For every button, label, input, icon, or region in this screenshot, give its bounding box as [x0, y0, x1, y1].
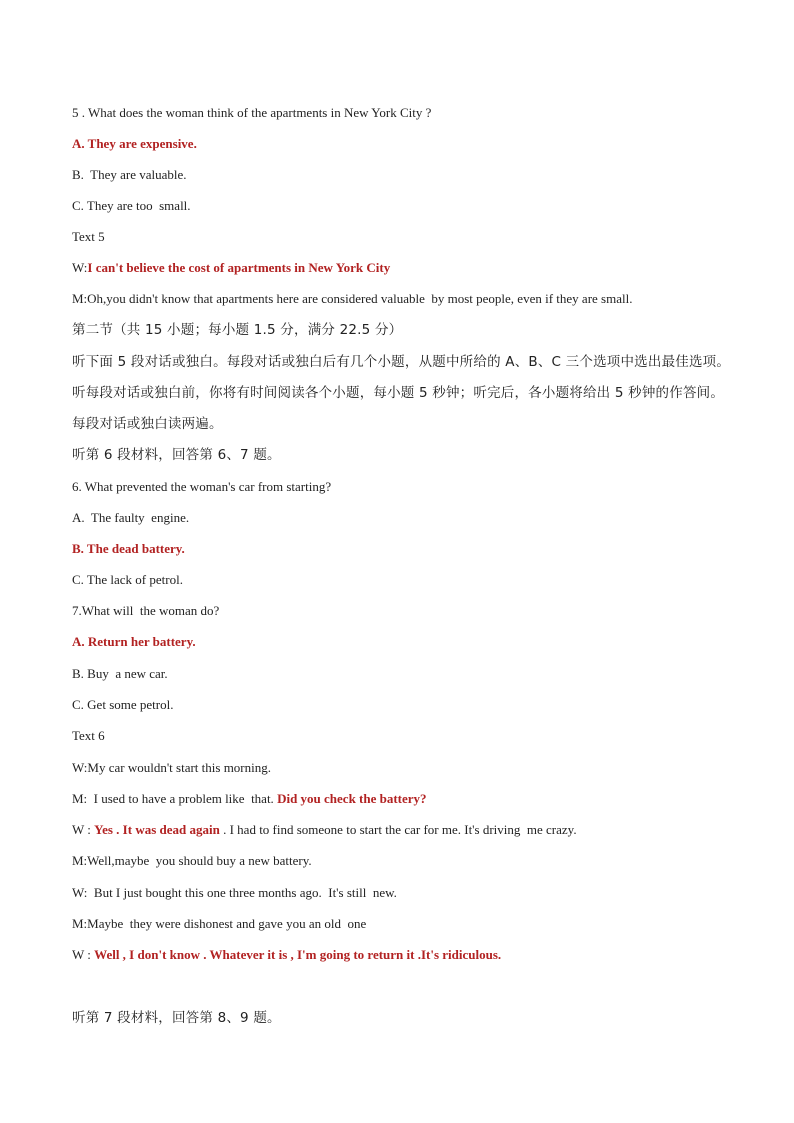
text6-line-7 [72, 947, 501, 963]
q6-option-a: A. The faulty engine. [72, 510, 190, 525]
highlighted-answer-text: I can't believe the cost of apartments in New York City [87, 260, 391, 275]
q5-option-c: C. They are too small. [72, 198, 191, 213]
text5-man-line: M:Oh,you didn't know that apartments here are considered valuable by most people, even if they are small. [72, 291, 633, 306]
text6-line-4: M:Well,maybe you should buy a new battery. [72, 853, 312, 868]
material-6-heading: 听第 6 段材料，回答第 6、7 题。 [72, 447, 281, 463]
q6-option-b-answer: B. The dead battery. [72, 541, 185, 556]
speaker-label: W: [72, 260, 88, 275]
text6-line-2 [72, 791, 427, 807]
instruction-line-3: 每段对话或独白读两遍。 [72, 416, 223, 432]
text6-title: Text 6 [72, 728, 105, 743]
speaker-label: W : [72, 947, 95, 962]
text5-title: Text 5 [72, 229, 105, 244]
q7-option-a-answer: A. Return her battery. [72, 634, 196, 649]
question-5: 5 . What does the woman think of the apartments in New York City ? [72, 105, 432, 120]
dialogue-text: . I had to find someone to start the car for me. It's driving me crazy. [219, 822, 577, 837]
q6-option-c: C. The lack of petrol. [72, 572, 183, 587]
text6-line-1: W:My car wouldn't start this morning. [72, 760, 271, 775]
highlighted-answer-text: Well , I don't know . Whatever it is , I'm going to return it .It's ridiculous. [94, 947, 502, 962]
speaker-label: W : [72, 822, 95, 837]
text5-woman-line [72, 260, 390, 276]
q5-option-a-answer: A. They are expensive. [72, 136, 197, 151]
dialogue-text: M: I used to have a problem like that. [72, 791, 278, 806]
instruction-line-2: 听每段对话或独白前，你将有时间阅读各个小题，每小题 5 秒钟；听完后，各小题将给出 5 秒钟的作答间。 [72, 385, 725, 401]
text6-line-3 [72, 822, 577, 838]
question-7: 7.What will the woman do? [72, 603, 220, 618]
q7-option-b: B. Buy a new car. [72, 666, 168, 681]
highlighted-answer-text: Did you check the battery? [277, 791, 427, 806]
text6-line-6: M:Maybe they were dishonest and gave you an old one [72, 916, 367, 931]
instruction-line-1: 听下面 5 段对话或独白。每段对话或独白后有几个小题，从题中所给的 A、B、C 三个选项中选出最佳选项。 [72, 354, 731, 370]
question-6: 6. What prevented the woman's car from starting? [72, 479, 332, 494]
material-7-heading: 听第 7 段材料，回答第 8、9 题。 [72, 1010, 281, 1026]
section-heading: 第二节（共 15 小题；每小题 1.5 分，满分 22.5 分） [72, 322, 403, 338]
q7-option-c: C. Get some petrol. [72, 697, 174, 712]
highlighted-answer-text: Yes . It was dead again [94, 822, 220, 837]
text6-line-5: W: But I just bought this one three months ago. It's still new. [72, 885, 397, 900]
q5-option-b: B. They are valuable. [72, 167, 187, 182]
